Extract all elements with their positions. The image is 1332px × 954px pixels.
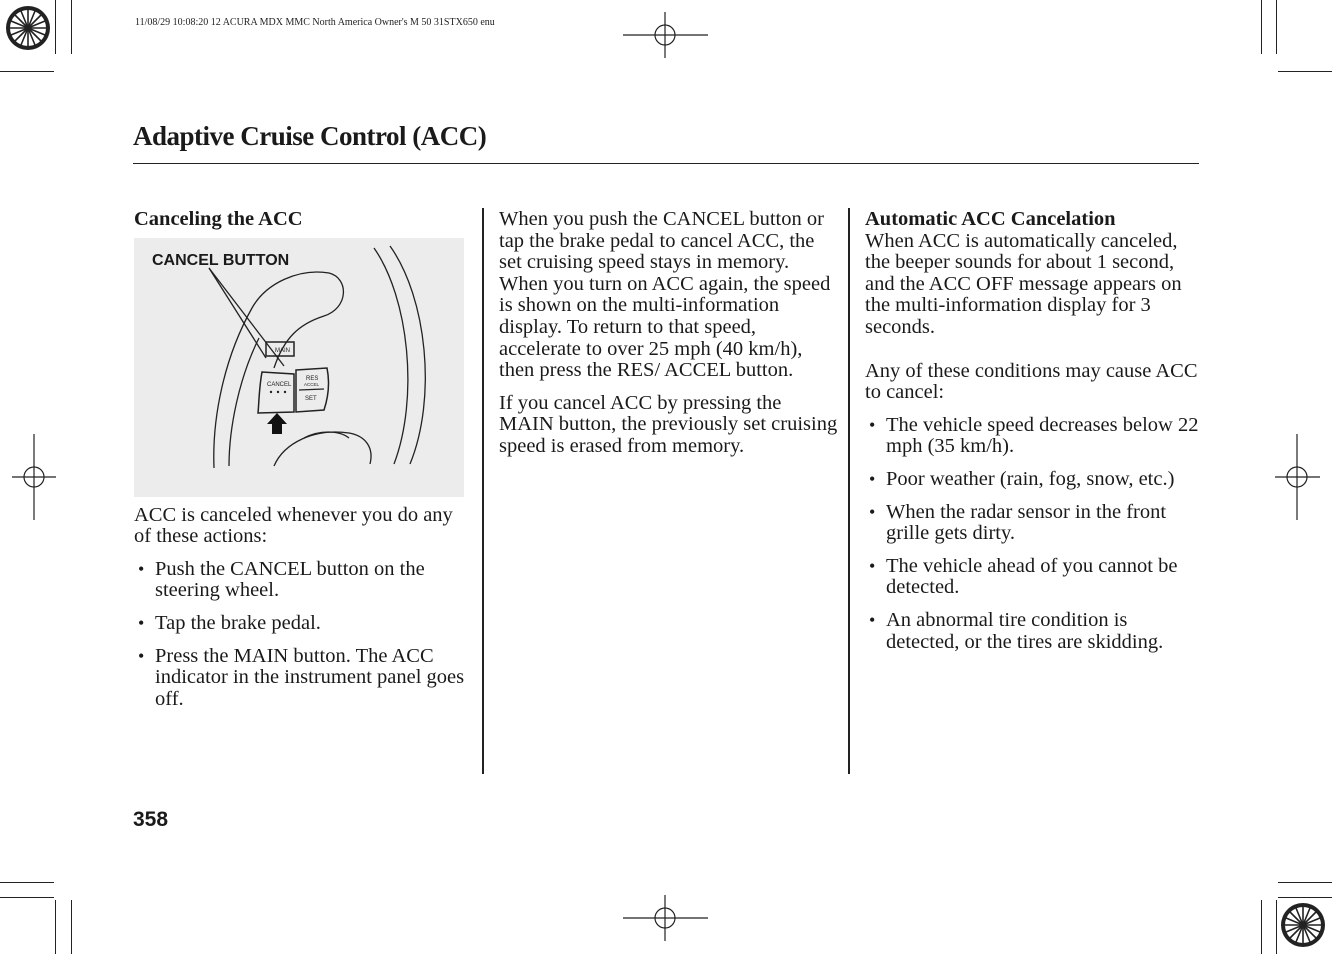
page-title: Adaptive Cruise Control (ACC): [133, 121, 487, 151]
list-item: • Press the MAIN button. The ACC indicator in the instrument panel goes off.: [134, 646, 469, 711]
main-button-paragraph: If you cancel ACC by pressing the MAIN button, the previously set cruising speed is erased from memory.: [499, 391, 838, 457]
main-button-label: MAIN: [275, 347, 290, 354]
cancel-button-label: CANCEL: [267, 381, 292, 388]
automatic-cancel-paragraph: When ACC is automatically canceled, the beeper sounds for about 1 second, and the ACC OFF message appears on the multi-information display for 3 seconds.: [865, 229, 1182, 338]
list-item: • Tap the brake pedal.: [134, 613, 469, 635]
cancel-conditions-list: [865, 415, 1205, 653]
list-item: • An abnormal tire condition is detected, or the tires are skidding.: [865, 610, 1205, 653]
column-divider: [848, 208, 850, 774]
canceling-intro: ACC is canceled whenever you do any of these actions:: [134, 503, 453, 548]
section-heading-automatic: Automatic ACC Cancelation: [865, 208, 1116, 230]
list-item: • Push the CANCEL button on the steering wheel.: [134, 559, 469, 602]
steering-wheel-illustration: [134, 238, 464, 497]
accel-button-label: ACCEL: [304, 381, 320, 387]
arrow-up-icon: [267, 413, 287, 434]
right-column: [865, 209, 1205, 664]
list-item: • Poor weather (rain, fog, snow, etc.): [865, 469, 1205, 491]
set-button-label: SET: [305, 395, 317, 402]
left-column: [134, 209, 469, 721]
cancel-actions-list: [134, 559, 469, 711]
list-item: • When the radar sensor in the front grille gets dirty.: [865, 502, 1205, 545]
column-divider: [482, 208, 484, 774]
conditions-intro: Any of these conditions may cause ACC to cancel:: [865, 359, 1198, 404]
steering-wheel-figure: [134, 238, 464, 497]
res-button-label: RES: [306, 375, 319, 382]
section-heading-canceling: Canceling the ACC: [134, 208, 303, 230]
cancel-memory-paragraph: When you push the CANCEL button or tap the brake pedal to cancel ACC, the set cruising speed stays in memory. When you turn on ACC again, the speed is shown on the multi-information display. To return to that speed, accelerate to over 25 mph (40 km/h), then press the RES/ ACCEL button.: [499, 208, 831, 382]
print-header: 11/08/29 10:08:20 12 ACURA MDX MMC North America Owner's M 50 31STX650 enu: [135, 17, 495, 28]
title-rule: [133, 163, 1199, 164]
list-item: • The vehicle ahead of you cannot be detected.: [865, 556, 1205, 599]
middle-column: [499, 209, 839, 458]
page-number: 358: [133, 808, 169, 831]
list-item: • The vehicle speed decreases below 22 mph (35 km/h).: [865, 415, 1205, 458]
cancel-button-callout: CANCEL BUTTON: [152, 251, 290, 269]
